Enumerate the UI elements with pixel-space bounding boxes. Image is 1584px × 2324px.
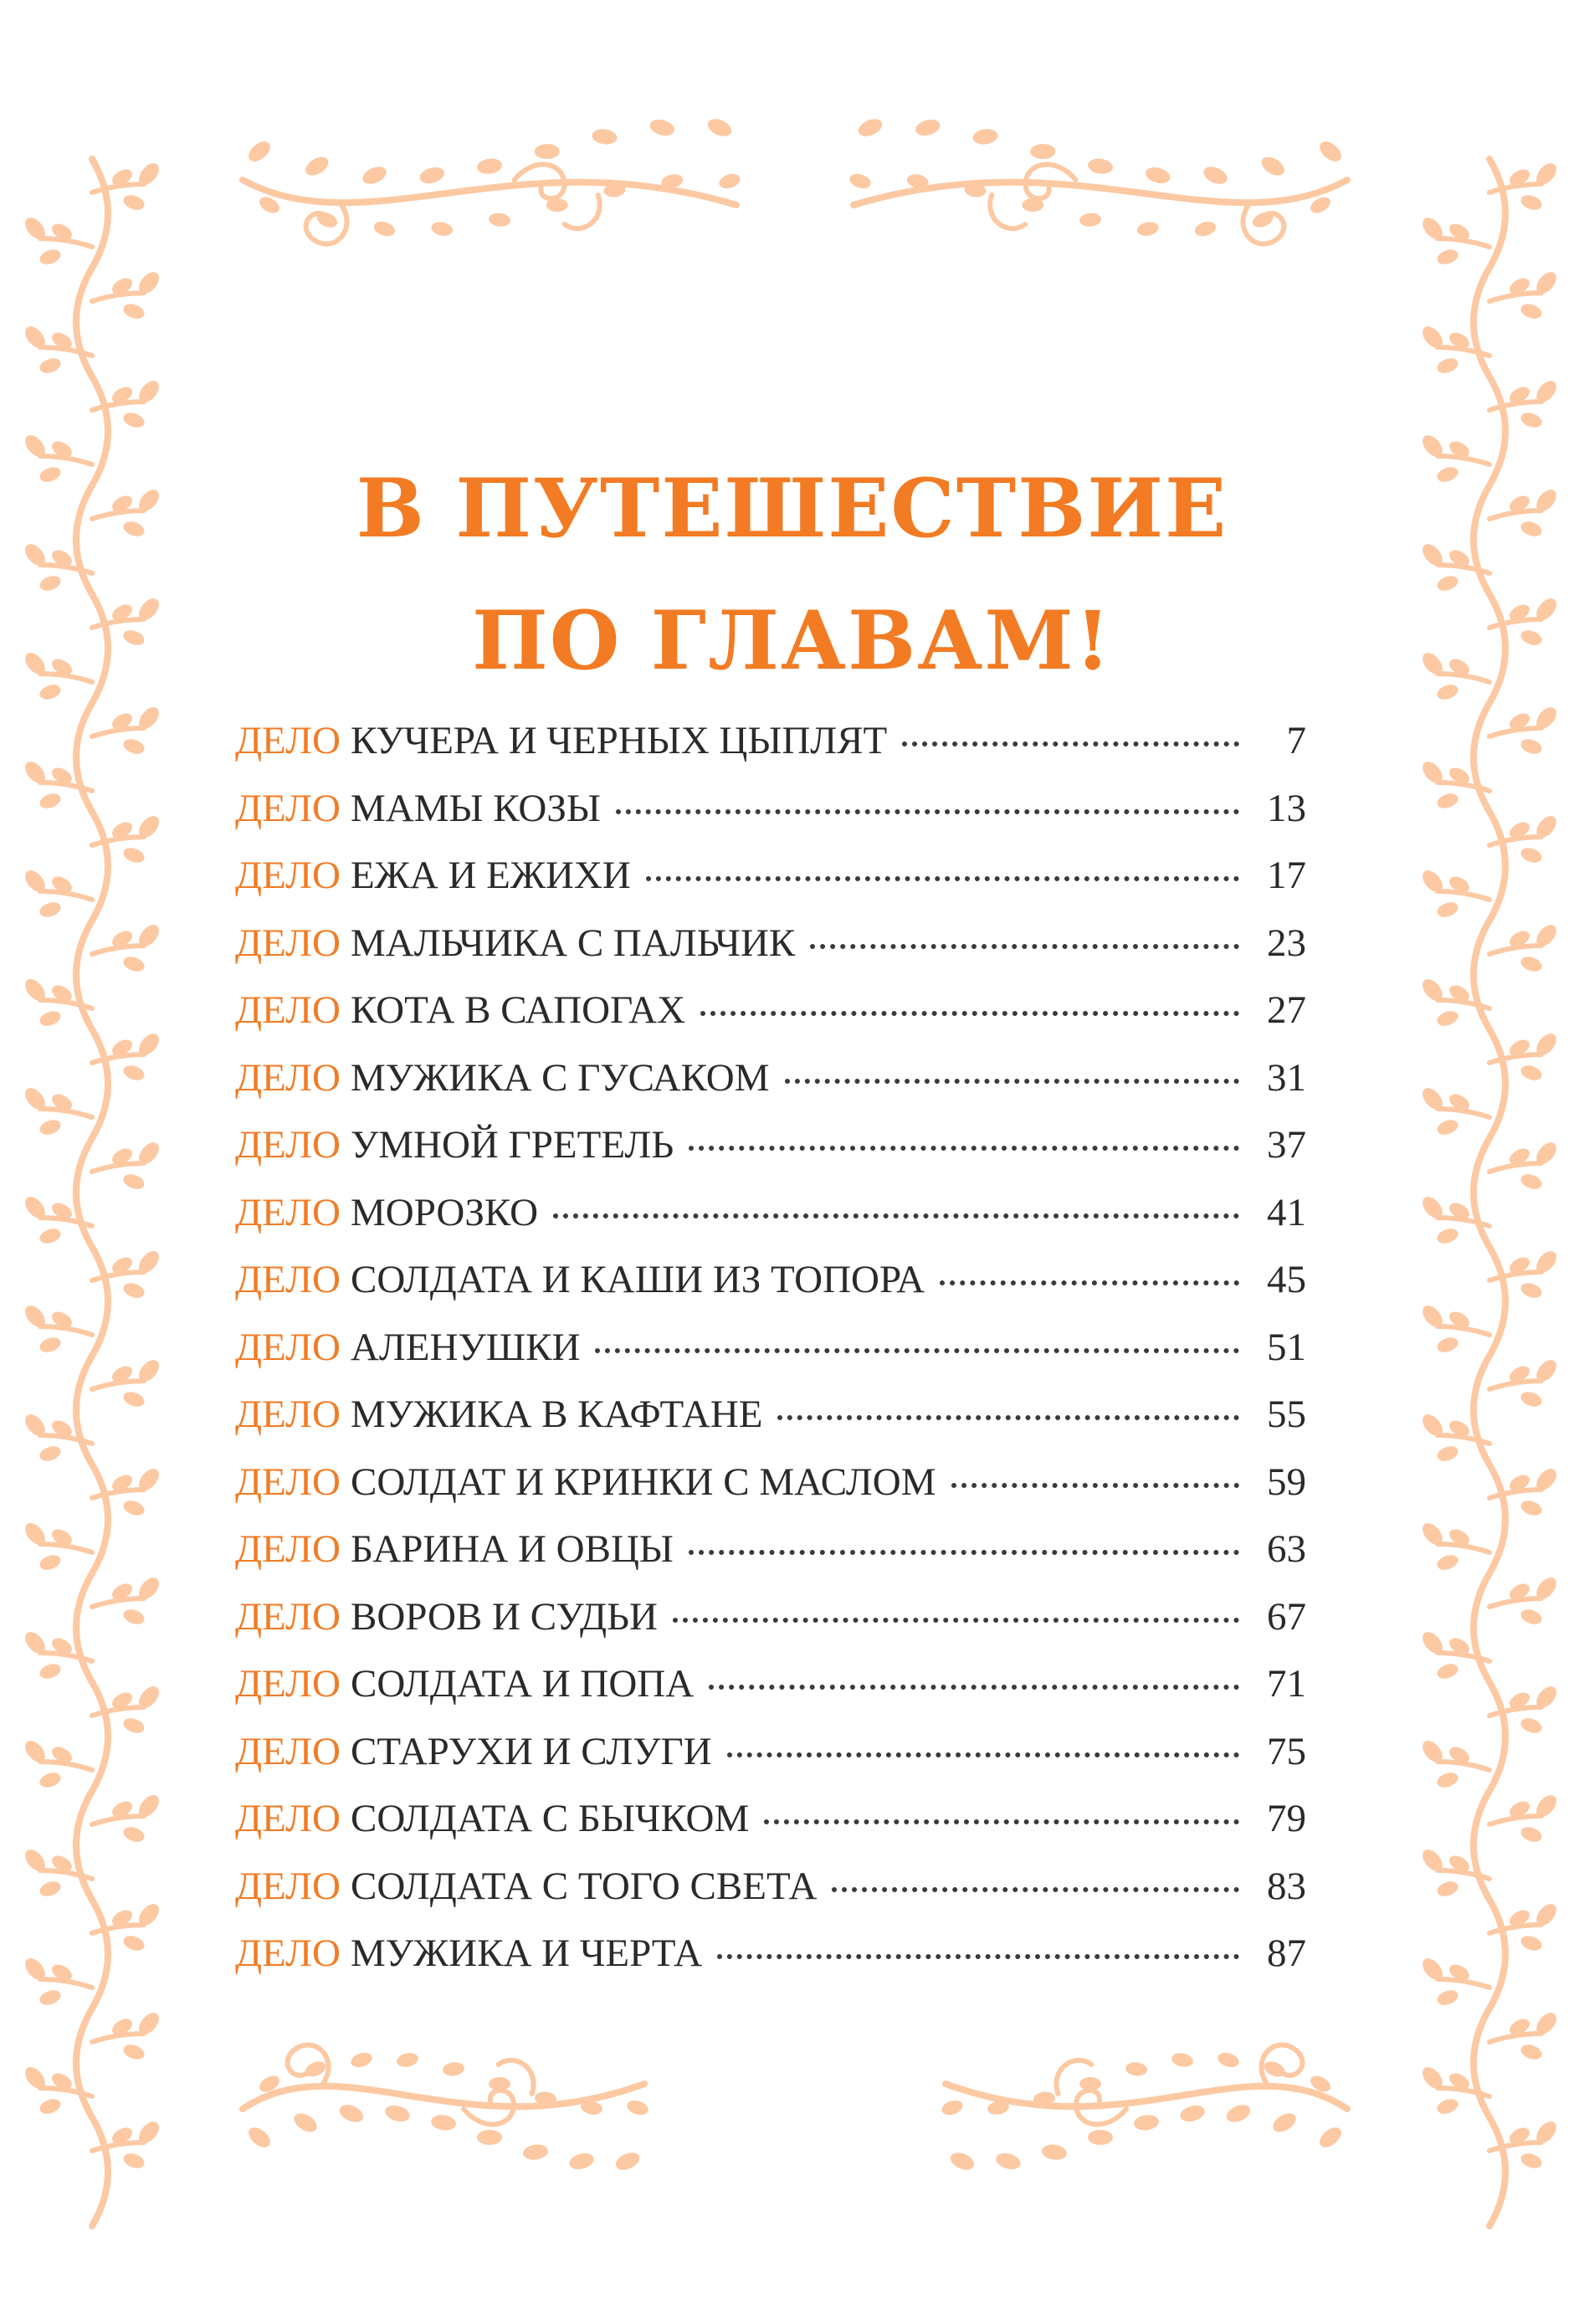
toc-entry[interactable] <box>235 1526 1306 1594</box>
toc-entry[interactable] <box>235 1190 1306 1258</box>
toc-entry-prefix: ДЕЛО <box>235 854 341 897</box>
toc-entry-title: ВОРОВ И СУДЬИ <box>350 1594 658 1639</box>
toc-entry[interactable] <box>235 1257 1306 1325</box>
toc-entry-title: МАЛЬЧИКА С ПАЛЬЧИК <box>350 921 796 965</box>
toc-entry-page-number: 63 <box>1267 1527 1306 1571</box>
toc-entry-title: СОЛДАТА С БЫЧКОМ <box>350 1797 750 1840</box>
toc-entry[interactable] <box>235 1460 1306 1527</box>
toc-entry-page-number: 87 <box>1267 1932 1306 1975</box>
toc-entry-prefix: ДЕЛО <box>235 1797 341 1840</box>
toc-entry-title: МОРОЗКО <box>350 1190 539 1234</box>
toc-entry[interactable] <box>235 786 1306 854</box>
toc-entry-page-number: 27 <box>1267 988 1306 1032</box>
toc-entry-page-number: 17 <box>1267 854 1306 897</box>
dot-leader <box>709 1685 1239 1690</box>
dot-leader <box>785 1079 1239 1084</box>
dot-leader <box>717 1954 1239 1959</box>
toc-entry-prefix: ДЕЛО <box>235 1729 341 1773</box>
toc-entry-title: МАМЫ КОЗЫ <box>350 786 601 830</box>
toc-entry[interactable] <box>235 853 1306 921</box>
corner-swirl <box>243 2045 650 2173</box>
toc-entry-title: МУЖИКА И ЧЕРТА <box>350 1932 703 1975</box>
table-of-contents <box>235 718 1306 1998</box>
toc-entry-prefix: ДЕЛО <box>235 1258 341 1301</box>
dot-leader <box>673 1618 1239 1623</box>
toc-entry-title: СОЛДАТА С ТОГО СВЕТА <box>350 1864 818 1908</box>
toc-entry-page-number: 67 <box>1267 1594 1306 1639</box>
toc-entry-page-number: 51 <box>1267 1325 1306 1369</box>
toc-entry[interactable] <box>235 1931 1306 1998</box>
toc-entry[interactable] <box>235 718 1306 786</box>
toc-entry-page-number: 71 <box>1267 1662 1306 1706</box>
toc-entry[interactable] <box>235 1055 1306 1123</box>
toc-entry-prefix: ДЕЛО <box>235 1393 341 1436</box>
toc-entry-page-number: 45 <box>1267 1258 1306 1301</box>
toc-entry-prefix: ДЕЛО <box>235 988 341 1032</box>
dot-leader <box>810 944 1239 949</box>
dot-leader <box>646 876 1239 881</box>
toc-entry-prefix: ДЕЛО <box>235 719 341 762</box>
toc-entry-prefix: ДЕЛО <box>235 1594 341 1639</box>
toc-entry-title: СОЛДАТА И КАШИ ИЗ ТОПОРА <box>350 1258 925 1301</box>
toc-entry-page-number: 75 <box>1267 1729 1306 1773</box>
toc-entry[interactable] <box>235 1661 1306 1729</box>
toc-entry-prefix: ДЕЛО <box>235 1190 341 1234</box>
toc-entry-prefix: ДЕЛО <box>235 1123 341 1167</box>
toc-entry-page-number: 41 <box>1267 1190 1306 1234</box>
toc-entry-title: ЕЖА И ЕЖИХИ <box>350 854 631 897</box>
toc-entry-prefix: ДЕЛО <box>235 1662 341 1706</box>
toc-entry-prefix: ДЕЛО <box>235 786 341 830</box>
dot-leader <box>940 1280 1239 1285</box>
dot-leader <box>777 1415 1239 1420</box>
toc-entry[interactable] <box>235 1796 1306 1864</box>
toc-entry-title: КУЧЕРА И ЧЕРНЫХ ЦЫПЛЯТ <box>350 719 888 762</box>
dot-leader <box>951 1483 1239 1488</box>
toc-entry[interactable] <box>235 921 1306 988</box>
dot-leader <box>553 1213 1239 1218</box>
toc-entry[interactable] <box>235 1729 1306 1797</box>
toc-entry-page-number: 7 <box>1286 719 1306 762</box>
toc-entry-prefix: ДЕЛО <box>235 1864 341 1908</box>
corner-swirl <box>243 115 742 244</box>
corner-swirl <box>940 2045 1347 2173</box>
toc-entry-page-number: 31 <box>1267 1055 1306 1100</box>
page-title-line-2: ПО ГЛАВАМ! <box>472 593 1112 688</box>
toc-entry-title: СОЛДАТА И ПОПА <box>350 1662 695 1706</box>
corner-swirl <box>848 115 1347 244</box>
toc-entry-page-number: 55 <box>1267 1393 1306 1436</box>
toc-entry[interactable] <box>235 1122 1306 1190</box>
toc-entry-title: БАРИНА И ОВЦЫ <box>350 1527 674 1571</box>
toc-entry-title: УМНОЙ ГРЕТЕЛЬ <box>350 1123 674 1167</box>
toc-entry-title: МУЖИКА С ГУСАКОМ <box>350 1055 770 1100</box>
toc-entry-prefix: ДЕЛО <box>235 1932 341 1975</box>
toc-entry-prefix: ДЕЛО <box>235 1325 341 1369</box>
toc-entry-page-number: 59 <box>1267 1460 1306 1504</box>
toc-entry-page-number: 83 <box>1267 1864 1306 1908</box>
dot-leader <box>700 1011 1239 1016</box>
toc-entry[interactable] <box>235 1392 1306 1460</box>
toc-entry-title: СОЛДАТ И КРИНКИ С МАСЛОМ <box>350 1460 936 1504</box>
toc-entry[interactable] <box>235 1325 1306 1393</box>
toc-entry-title: КОТА В САПОГАХ <box>350 988 686 1032</box>
dot-leader <box>727 1752 1239 1757</box>
toc-entry[interactable] <box>235 1864 1306 1932</box>
toc-entry-page-number: 37 <box>1267 1123 1306 1167</box>
page-title-line-1: В ПУТЕШЕСТВИЕ <box>356 461 1228 556</box>
toc-entry-prefix: ДЕЛО <box>235 921 341 965</box>
dot-leader <box>832 1887 1239 1892</box>
dot-leader <box>764 1819 1239 1824</box>
toc-entry-page-number: 23 <box>1267 921 1306 965</box>
toc-entry-title: АЛЕНУШКИ <box>350 1325 581 1369</box>
toc-entry-prefix: ДЕЛО <box>235 1055 341 1100</box>
toc-entry-title: СТАРУХИ И СЛУГИ <box>350 1729 712 1773</box>
toc-entry-page-number: 79 <box>1267 1797 1306 1840</box>
dot-leader <box>689 1146 1239 1151</box>
dot-leader <box>902 741 1239 746</box>
dot-leader <box>689 1550 1239 1555</box>
toc-entry-title: МУЖИКА В КАФТАНЕ <box>350 1393 763 1436</box>
dot-leader <box>616 809 1239 814</box>
toc-entry-prefix: ДЕЛО <box>235 1527 341 1571</box>
toc-entry[interactable] <box>235 988 1306 1055</box>
toc-entry-page-number: 13 <box>1267 786 1306 830</box>
dot-leader <box>595 1348 1239 1353</box>
toc-entry-prefix: ДЕЛО <box>235 1460 341 1504</box>
toc-entry[interactable] <box>235 1594 1306 1662</box>
